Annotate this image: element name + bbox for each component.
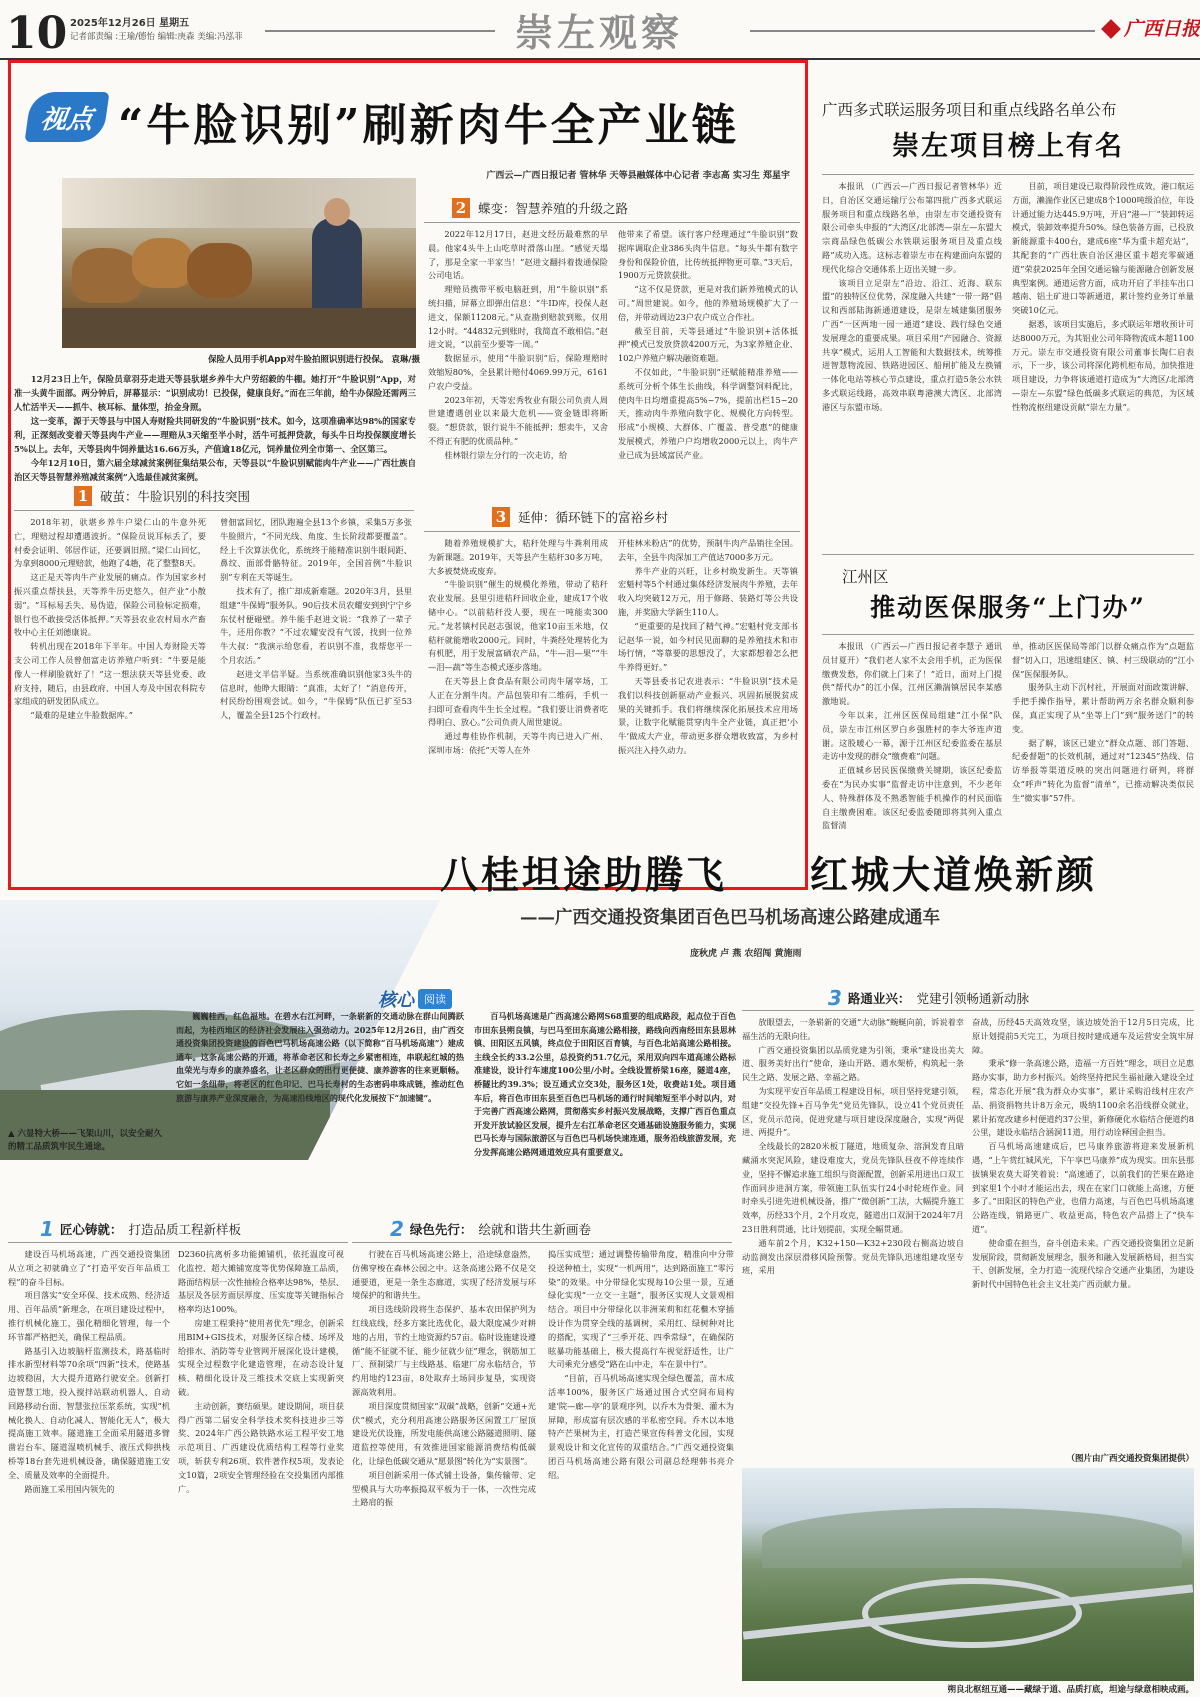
brand-logo-icon	[1101, 19, 1121, 39]
core-label: 阅读	[418, 989, 452, 1009]
section-number: 1	[74, 486, 92, 506]
sidebar-a2-kicker: 江州区	[842, 568, 889, 586]
feature-section-3-head	[492, 507, 668, 527]
header-line	[265, 30, 495, 32]
feature-section-1-head	[74, 486, 250, 506]
bottom-section-2-col-1: 行驶在百马机场高速公路上，沿途绿意盎然，仿佛穿梭在森林公园之中。这条高速公路不仅是交通要道，更是一条生态廊道，实现了经济发展与环境保护的和谐共生。 项目选线阶段将生态保护、基本农田保护列为红线底线，经多方案比选优化，最大限度减少对耕地的占用，节约土地资源约57亩。临时设施建设遵循“能不征就不征、能少征就少征”理念，钢筋加工厂、预制梁厂与主线路基、临建厂房永临结合，节约用地约123亩，8处取弃土场同步复垦，实现资源高效利用。 项目深度贯彻国家“双碳”战略，创新“交通+光伏”模式，充分利用高速公路服务区闲置工厂屋顶建设光伏设施，所发电能供高速公路隧道照明、隧道监控等使用，有效推进国家能源消费结构低碳化，让绿色低碳交通从“愿景图”转化为“实景图”。 项目创新采用一体式铺土设备，集传输带、定型模具与大功率振捣双平板为于一体，一次性完成土路肩的振	[352, 1249, 536, 1508]
bottom-section-2-head	[390, 1217, 591, 1241]
cattle-photo	[62, 178, 416, 348]
section-title: 破茧：牛脸识别的科技突围	[100, 489, 251, 504]
interchange-photo-caption: 朔良北枢纽互通——藏绿于道、品质打底，坦途与绿意相映成画。	[947, 1685, 1194, 1695]
sidebar-a2-col-1: 本报讯 （广西云—广西日报记者李慧子 通讯员甘夏开）“我们老人家不太会用手机，正为医保缴费发愁，你们就上门来了！”近日，面对上门提供“帮代办”的江小保，江州区濑湍镇居民李某感激地说。 今年以来，江州区医保局组建“江小保”队员，崇左市江州区罗白乡强胜村的李大爷连声道谢。这股暖心一幕，源于江州区纪委监委在基层走访中发现的群众“缴费难”问题。 正值城乡居民医保缴费关键期，该区纪委监委在“为民办实事”监督走访中注意到，不少老年人、特殊群体及不熟悉智能手机操作的村民面临自主缴费困难。该区纪委监委随即将其列入重点监督清	[822, 641, 1002, 831]
lead-paragraph: 12月23日上午，保险员章羽芬走进天等县驮堪乡养牛大户劳绍毅的牛棚。她打开“牛脸识别”App，对准一头黄牛面部。两分钟后，屏幕显示：“识别成功！已投保，健康良好。”而在三年前，给牛办保险还需两三人忙活半天——抓牛、核耳标、量体型，抬金身照。	[14, 374, 416, 412]
masthead	[0, 0, 1200, 60]
bottom-intro-col-1: 巍巍桂西，红色福地。在碧水右江河畔，一条崭新的交通动脉在群山间腾跃而起，为桂西地区的经济社会发展注入强劲动力。2025年12月26日，由广西交通投资集团投资建设的百色巴马机场高速公路（以下简称“百马机场高速”）建成通车。这条高速公路的开通，将革命老区和长寿之乡紧密相连，串联起红城的热血荣光与寿乡的康养盛名，让老区群众的出行更便捷、康养游客的往来更顺畅。它如一条纽带，将老区的红色印记、巴马长寿村的生态密码串珠成链，推动红色旅游与康养产业深度融合，为高速沿线地区的现代化发展按下“加速键”。	[176, 1011, 464, 1103]
header-line-right	[750, 30, 1095, 32]
section-label: 路通业兴：	[847, 991, 911, 1006]
section-number: 2	[452, 198, 470, 218]
bottom-section-1-col-2: D2360抗离析多功能摊铺机，依托温度可视化监控、超大摊铺宽度等优势保障施工品质，路面结构层一次性抽检合格率达98%，垫层、基层及各层芳面层厚度、压实度等关键指标合格率均达100%。 房建工程秉持“使用者优先”理念，创新采用BIM+GIS技术，对服务区综合楼、场坪及给排水、消防等专业管网开展深化设计建模，实现全过程数字化建造管理，在动态设计复核、精细化设计及三维技术交底上实现新突破。 主动创新，赛结硕果。建设期间，项目获得广西第二届安全科学技术奖科技进步三等奖、2024年广西公路铁路水运工程平安工地示范项目、广西建设优质结构工程等行业奖项，斩获专利26项、软件著作权5项，发表论文10篇，2项安全管理经验在交投集团内部推广。	[178, 1249, 344, 1494]
sidebar-a1-title: 崇左项目榜上有名	[892, 131, 1124, 162]
interchange-photo	[742, 1468, 1194, 1681]
section-title: 延伸：循环链下的富裕乡村	[518, 510, 669, 525]
section-1-col-2: 曾佃富回忆，团队跑遍全县13个乡镇，采集5万多张牛脸照片，“不同光线、角度、生长阶段都要覆盖”。经上千次算法优化，系统终于能精准识别牛眼间距、鼻纹、面部骨骼特征。2019年，全国首例“牛脸识别”专利在天等诞生。 技术有了，推广却成新难题。2020年3月，县里组建“牛保姆”服务队。90后技术员农耀安到到宁宁乡东仗村便碰壁。养牛能手赵进文说：“我养了一辈子牛，还用你教？”不过农耀安没有气馁，找到一位养牛大叔：“我演示给您看，若识别不准，我帮您平一个月农活。” 赵进文半信半疑。当系统准确识别他家3头牛的信息时，他睁大眼睛：“真准，太好了！”消息传开，村民纷纷围观尝试。如今，“牛保姆”队伍已扩至53人，覆盖全县125个行政村。	[220, 517, 412, 721]
bottom-subtitle: ——广西交通投资集团百色巴马机场高速公路建成通车	[520, 908, 940, 928]
feature-lead	[14, 372, 416, 484]
section-number: 1	[40, 1217, 54, 1241]
lead-paragraph: 今年12月10日，第六届全球减贫案例征集结果公布，天等县以“牛脸识别赋能肉牛产业——广西壮族自治区天等县智慧养殖减贫案例”入选最佳减贫案例。	[14, 458, 416, 482]
section-title: 打造品质工程新样板	[128, 1222, 241, 1237]
sidebar-a2-col-2: 单，推动区医保局等部门以群众痛点作为“点题监督”切入口，迅速组建区、镇、村三级联动的“江小保”医保服务队。 服务队主动下沉村社，开展面对面政策讲解、手把手操作指导，累计帮助两万余名群众顺利参保，真正实现了从“坐等上门”到“服务送门”的转变。 据了解，该区已建立“群众点题、部门答题、纪委督题”的长效机制，通过对“12345”热线、信访举报等渠道反映的突出问题进行研判，将群众“呼声”转化为监督“清单”，已推动解决类似民生“微实事”57件。	[1012, 641, 1194, 803]
bottom-section-3-head	[828, 986, 1029, 1010]
bridge-photo-caption: ▲ 六显特大桥——飞架山川，以安全耐久的精工品质筑牢民生通途。	[8, 1129, 162, 1152]
section-title: 蝶变：智慧养殖的升级之路	[478, 201, 629, 216]
feature-section-2-head	[452, 198, 628, 218]
section-title: 崇左观察	[515, 10, 684, 55]
feature-photo-caption: 保险人员用手机App对牛脸拍照识别进行投保。 袁琳/摄	[208, 355, 420, 365]
viewpoint-label: 视点	[38, 104, 95, 135]
bottom-section-3-col-1: 放眼望去，一条崭新的交通“大动脉”蜿蜒向前，诉说着幸福生活的无限向往。 广西交通投资集团以品质党建为引领，秉承“建设出美大道、服务美好出行”使命，逢山开路、遇水架桥，构筑起一条民生之路、发展之路、幸福之路。 为实现平安百年品质工程建设目标，项目坚持党建引领，组建“交投先锋+百马争先”党员先锋队，设立41个党员责任区，党员示范岗，促进党建与项目建设深度融合，实现“两促进、两提升”。 全线最长的2820米板丁隧道，地质复杂、溶洞发育且暗藏涌水突泥风险，建设难度大，党员先锋队昼夜不停连续作业，坚持不懈追求施工组织与资源配置，创新采用进出口双工作面同步进洞方案，带领施工队伍实行24小时轮班作业。同时牵头引进先进机械设备，推广“微创新”工法，大幅提升施工效率，历经33个月，2个月攻克，隧道出口双洞于2024年7月23日胜利贯通，比计划提前，实现全幅贯通。 通车前2个月，K32+150—K32+230段右侧高边坡自动监测发出深层滑移风险预警。党员先锋队迅速组建攻坚专班，采用	[742, 1017, 964, 1276]
bottom-intro-col-2: 百马机场高速是广西高速公路网S68重要的组成路段，起点位于百色市田东县朔良镇，与巴马至田东高速公路相接，路线向西南经田东县思林镇、田阳区五风镇，终点位于田阳区百育镇，与百色北站高速公路相接。主线全长约33.2公里，总投资约51.7亿元，采用双向四车道高速公路标准建设，设计行车速度100公里/小时。全线设置桥梁16座，隧道4座，桥隧比约39.3%；设互通式立交3处，服务区1处，收费站1处。项目通车后，将百色市田东县至百色巴马机场的通行时间缩短至半小时以内，对于完善广西高速公路网，贯彻落实乡村振兴发展战略，支撑广西百色重点开发开放试验区发展，提升左右江革命老区交通基础设施服务能力，实现巴马长寿与国际旅游区与百色巴马机场快速连通，服务沿线旅游发展，充分发挥高速公路网通道效应具有重要意义。	[474, 1011, 736, 1157]
section-label: 绿色先行：	[409, 1222, 473, 1237]
feature-title: “牛脸识别”刷新肉牛全产业链	[118, 100, 739, 151]
editor-credits: 记者部责编 :王瑜/德怡 编辑:庚森 美编:冯泓菲	[70, 32, 243, 42]
section-2-col-1: 2022年12月17日，赵进文经历最难熬的早晨。他家4头牛上山吃草时滑落山崖。“感觉天塌了，那是全家一半家当！”赵进文翻抖着拨通保险公司电话。 理赔员携带平板电脑赶到，用“牛脸识别”系统扫描，屏幕立即弹出信息：“牛ID库，投保人赵进文，保额11208元。”从查勘到赔款到账，仅用12小时。“44832元到账时，我简直不敢相信。”赵进文说，“以前至少要等一周。” 数据显示，使用“牛脸识别”后，保险理赔时效缩短80%，全县累计赔付4069.99万元，6161户农户受益。 2023年初，天等宏秀牧业有限公司负责人周世建遭遇创业以来最大危机——资金链即将断裂。“想贷款，银行说牛不能抵押；想卖牛，又舍不得正有肥的优质品种。” 桂林银行崇左分行的一次走访，给	[428, 229, 608, 460]
brand-name: 广西日报	[1124, 18, 1200, 40]
section-label: 匠心铸就：	[59, 1222, 123, 1237]
page-number: 10	[6, 8, 68, 59]
viewpoint-badge	[24, 92, 109, 142]
bottom-section-3-col-2: 奋战，历经45天高效攻坚，该边坡处治于12月5日完成，比原计划提前5天完工，为项目按时建成通车及运营安全筑牢屏障。 秉承“修一条高速公路，造福一方百姓”理念，项目立足惠路办实事，助力乡村振兴。始终坚持把民生福祉融入建设全过程，常态化开展“我为群众办实事”，累计采购沿线村庄农产品、捐资捐物共计8万余元，吸纳1100余名沿线群众就业，累计拓宽改建乡村便道约37公里，新修硬化水临结合便道约8公里，建设永临结合涵洞11道，用行动诠释国企担当。 百马机场高速建成后，巴马康养旅游将迎来发展新机遇，“上午赏红城风光，下午享巴马康养”成为现实。田东县那拔镇果农莫大哥笑着说：“高速通了，以前我们的芒果在路途到家里1个小时才能运出去，现在在家门口就能上高速，方便多了。”田阳区的特色产业，也借力高速，与百色巴马机场高速公路连线，销路更广、收益更高，特色农产品搭上了“快车道”。 使命重在担当，奋斗创造未来。广西交通投资集团立足新发展阶段，贯彻新发展理念，服务和融入发展新格局，担当实干、创新发展，全力打造一流现代综合交通产业集团，为建设新时代中国特色社会主义壮美广西贡献力量。	[972, 1017, 1194, 1290]
section-1-col-1: 2018年初，驮堪乡养牛户梁仁山的牛意外死亡，理赔过程却遭遇波折。“保险员说耳标丢了，要村委会证明、邻居作证，还要调旧照。”梁仁山回忆，为拿到8000元理赔款，他跑了4趟，花了整整8天。 这正是天等肉牛产业发展的痛点。作为国家乡村振兴重点帮扶县，天等养牛历史悠久，但产业“小散弱”。“耳标易丢失、易伪造，保险公司验标定损难，银行也不敢接受活体抵押。”天等县农业农村局水产畜牧中心主任刘德康说。 转机出现在2018年下半年。中国人寿财险天等支公司工作人员曾佃富走访养殖户听到：“牛要是能像人一样刷脸就好了！”这一想法获天等县党委、政府支持，随后，由县政府、中国人寿及中国农科院专家组成的研发团队成立。 “最难的是建立牛脸数据库。”	[14, 517, 206, 721]
sidebar-a2-title: 推动医保服务“上门办”	[870, 593, 1146, 622]
photo-credit: （图片由广西交通投资集团提供）	[1066, 1454, 1194, 1464]
core-badge: 核心	[378, 990, 414, 1011]
section-title: 党建引领畅通新动脉	[916, 991, 1029, 1006]
section-3-col-1: 随着养殖规模扩大，秸秆处理与牛粪利用成为新课题。2019年，天等县产生秸秆30多万吨，大多被焚烧或废弃。 “牛脸识别”催生的规模化养殖，带动了秸秆农业发展。县里引进秸秆回收企业，建成17个收储中心。“以前秸秆没人要，现在一吨能卖300元。”龙茗镇村民赵志强说，他家10亩玉米地，仅秸秆就能增收2000元。同时，牛粪经处理转化为有机肥，用于发展富硒农产品，“牛—泪—果”“牛—泪—蔬”等生态模式逐步落地。 在天等县上食食品有限公司肉牛屠宰场，工人正在分割牛肉。产品包装印有二维码，手机一扫即可查看肉牛生长全过程。“我们要让消费者吃得明白、放心。”公司负责人周世建说。 通过粤桂协作机制，天等牛肉已进入广州、深圳市场：依托“天等人在外	[428, 538, 608, 755]
sidebar-a1-col-1: 本报讯 （广西云—广西日报记者管林华）近日，自治区交通运输厅公布第四批广西多式联运服务项目和重点线路名单，由崇左市交通投资有限公司牵头申报的“大湾区/北部湾—崇左—东盟大宗商品绿色低碳公水铁联运服务项目及重点线路”成功入选。这标志着崇左市在构建面向东盟的现代化综合交通体系上迈出关键一步。 该项目立足崇左“沿边、沿江、近海、联东盟”的独特区位优势，深度融入共建“一带一路”倡议和西部陆海新通道建设，是崇左城建集团服务广西“一区两地一园一通道”建设、践行绿色交通发展理念的重要成果。项目采用“产园融合、资源共享”模式，运用人工智能和大数据技术，统筹推进智慧物流园、铁路进园区、船闸扩能及左换铺一体化电站等核心节点建设，重点打造5条公水铁多式联运线路，高效串联粤港澳大湾区、北部湾港区与东盟市场。	[822, 181, 1002, 412]
sidebar-a1-kicker: 广西多式联运服务项目和重点线路名单公布	[822, 101, 1117, 119]
section-number: 3	[828, 986, 842, 1010]
sidebar-a1-col-2: 目前，项目建设已取得阶段性成效，港口航运方面，濑湍作业区已建成8个1000吨级泊位，年设计通过能力达445.9万吨，开启“港—厂”装卸转运模式，装卸效率提升50%。绿色装备方面，已投放新能源重卡400台，建成6座“华为重卡超充站”，其配套的“广西壮族自治区港区重卡超充零碳通道”荣获2025年全国交通运输与能源融合创新发展典型案例。通道运营方面，成功开启了半挂车出口越南、铝土矿进口等新通道，累计签约业务订单量突破10亿元。 据悉，该项目实施后，多式联运年增收预计可达8000万元，为其铝业公司年降物流成本超1100万元。崇左市交通投资有限公司董事长陶仁启表示，下一步，该公司将深化跨机柜布局，加快推进项目建设，力争将该通道打造成为“大湾区/北部湾—崇左—东盟”绿色低碳多式联运的典范，为区域性物流枢纽建设贡献“崇左力量”。	[1012, 181, 1194, 412]
section-title: 绘就和谐共生新画卷	[478, 1222, 591, 1237]
section-2-col-2: 他带来了希望。该行客户经理通过“牛脸识别”数据库调取企业386头肉牛信息。“每头牛都有数字身份和保险价值，比传统抵押物更可靠。”3天后，1900万元贷款获批。 “这不仅是贷款，更是对我们新养殖模式的认可。”周世建说。如今，他的养殖场规模扩大了一倍，并带动周边23户农户成立合作社。 截至目前，天等县通过“牛脸识别+活体抵押”模式已发放贷款4200万元，为3家养殖企业、102户养殖户解决融资难题。 不仅如此，“牛脸识别”还赋能精准养殖——系统可分析个体生长曲线，科学调整饲料配比，使肉牛日均增重提高5%~7%，提前出栏15~20天，推动肉牛养殖向数字化、规模化方向转型。形成“小规模、大群体、广覆盖、普受惠”的健康发展模式，养殖户户均增收2000元以上，肉牛产业已成为县域富民产业。	[618, 229, 798, 460]
section-number: 3	[492, 507, 510, 527]
bottom-section-1-head	[40, 1217, 241, 1241]
bottom-title-a: 八桂坦途助腾飞	[440, 852, 728, 897]
feature-byline: 广西云—广西日报记者 管林华 天等县融媒体中心记者 李志高 实习生 郑星宇	[486, 171, 790, 181]
section-number: 2	[390, 1217, 404, 1241]
bottom-section-1-col-1: 建设百马机场高速，广西交通投资集团从立项之初就确立了“打造平安百年品质工程”的奋斗目标。 项目落实“安全环保、技术成熟、经济适用、百年品质”新理念，在项目建设过程中，推行机械化施工，强化精细化管理，每一个环节都严格把关，确保工程品质。 路基引入边坡脑杆监测技术，路基临时排水新型材料等70余项“四新”技术，使路基边坡稳固，大大提升道路行驶安全。创新打造智慧工地，投入搅拌站联动机器人、自动回路移动台面、智慧张拉压浆系统，实现“机械化换人、自动化减人、智能化无人”，极大提高施工效率。隧道施工全面采用隧道多臂凿岩台车、隧道湿喷机械手、液压式仰拱栈桥等18台套先进机械设备，确保隧道施工安全、质量及效率的全面提升。 路面施工采用国内领先的	[8, 1249, 170, 1494]
core-reading-badge	[378, 986, 452, 1012]
bottom-byline: 庞秋虎 卢 燕 农绍闯 黄施雨	[690, 949, 802, 959]
issue-date: 2025年12月26日 星期五	[70, 18, 190, 29]
lead-paragraph: 这一变革，源于天等县与中国人寿财险共同研发的“牛脸识别”技术。如今，这项准确率达98%的国家专利，正深刻改变着天等县肉牛产业——理赔从3天缩至半小时，活牛可抵押贷款，每头牛日均投保额度增长5%以上。去年，天等县肉牛饲养量达16.66万头，产值逾18亿元，饲养量位列全市第一、全区第三。	[14, 416, 416, 454]
section-3-col-2: 开桂林米粉店”的优势，预制牛肉产品销往全国。去年，全县牛肉深加工产值达7000多万元。 养牛产业的兴旺，让乡村焕发新生。天等镇宏魁村等5个村通过集体经济发展肉牛养殖，去年收入均突破12万元，用于修路、装路灯等公共设施，并奖励大学新生110人。 “更重要的是找回了精气神。”宏魁村党支部书记赵华一说，如今村民见面聊的是养殖技术和市场行情，“等靠要的思想没了，大家都想着怎么把牛养得更好。” 天等县委书记农进表示：“牛脸识别”技术是我们以科技创新驱动产业振兴、巩固拓展脱贫成果的关键抓手。我们将继续深化拓展技术应用场景，让数字化赋能贯穿肉牛全产业链，真正把‘小牛’做成大产业，带动更多群众增收致富，为乡村振兴注入持久动力。	[618, 538, 798, 755]
bottom-title-b: 红城大道焕新颜	[810, 852, 1098, 897]
bottom-section-2-col-2: 捣压实成型；通过调整传输带角度，精准向中分带投送种植土，实现“一机两用”，达到路面施工“零污染”的效果。中分带绿化实现每10公里一景，互通绿化实现“一立交一主题”，服务区实现人文景观相结合。项目中分带绿化以非洲茉莉和红花檵木穿插设计作为贯穿全线的基调树，采用红、绿树种对比的搭配，实现了“三季开花、四季常绿”，在确保防眩暴功能基础上，极大提高行车视觉舒适性，让广大司乘充分感受“路在山中走，车在景中行”。 “目前，百马机场高速实现全绿色覆盖，苗木成活率100%，服务区广场通过围合式空间布局构建‘院—廊—亭’的景观序列，以乔木为骨架、灌木为屏障，形成富有层次感的半私密空间。乔木以本地特产芒果树为主，打造芒果宣传科普文化园，实现景观设计和文化宣传的双重结合。”广西交通投资集团百马机场高速公路有限公司副总经理韩书亮介绍。	[548, 1249, 734, 1480]
